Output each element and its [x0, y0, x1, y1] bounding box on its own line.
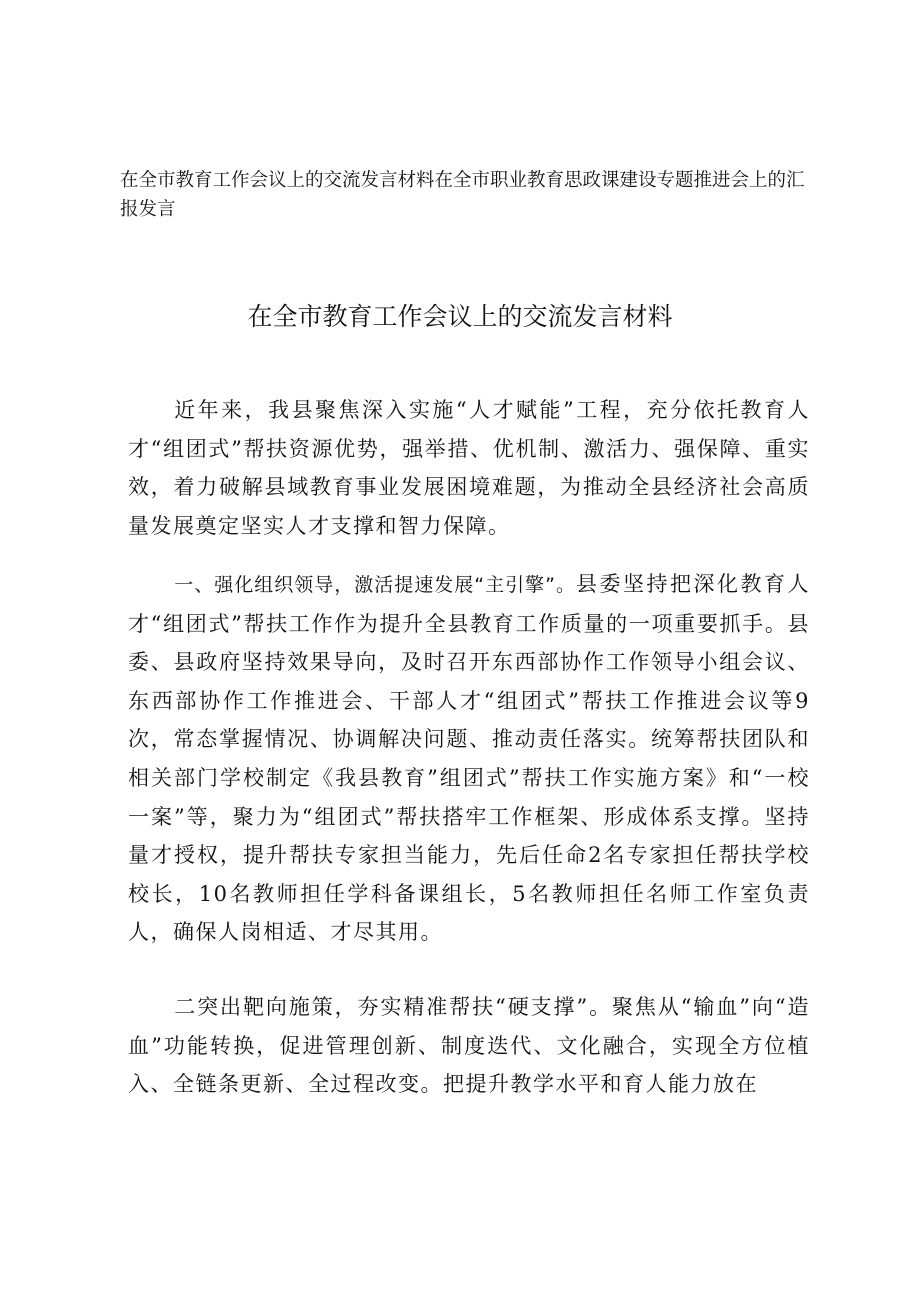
- paragraph-section-two: [128, 988, 810, 1104]
- paragraph-text: 二突出靶向施策，夯实精准帮扶“硬支撑”。聚焦从“输血”向“造血”功能转换，促进管理创新、制度迭代、文化融合，实现全方位植入、全链条更新、全过程改变。把提升教学水平和育人能力放在: [128, 995, 810, 1097]
- section-heading: 一、强化组织领导，激活提速发展“主引擎”。: [174, 574, 576, 596]
- paragraph-intro: [128, 391, 810, 545]
- paragraph-section-one: [128, 565, 810, 952]
- article-title: 在全市教育工作会议上的交流发言材料: [247, 302, 673, 331]
- paragraph-text: 近年来，我县聚焦深入实施“人才赋能”工程，充分依托教育人才“组团式”帮扶资源优势，强举措、优机制、激活力、强保障、重实效，着力破解县域教育事业发展困境难题，为推动全县经济社会高质量发展奠定坚实人才支撑和智力保障。: [128, 398, 810, 538]
- document-header-title: 在全市教育工作会议上的交流发言材料在全市职业教育思政课建设专题推进会上的汇报发言: [120, 170, 805, 220]
- paragraph-text: 县委坚持把深化教育人才“组团式”帮扶工作作为提升全县教育工作质量的一项重要抓手。县委、县政府坚持效果导向，及时召开东西部协作工作领导小组会议、东西部协作工作推进会、干部人才“组团式”帮扶工作推进会议等9次，常态掌握情况、协调解决问题、推动责任落实。统筹帮扶团队和相关部门学校制定《我县教育”组团式”帮扶工作实施方案》和“一校一案”等，聚力为“组团式”帮扶搭牢工作框架、形成体系支撑。坚持量才授权，提升帮扶专家担当能力，先后任命2名专家担任帮扶学校校长，10名教师担任学科备课组长，5名教师担任名师工作室负责人，确保人岗相适、才尽其用。: [128, 572, 810, 945]
